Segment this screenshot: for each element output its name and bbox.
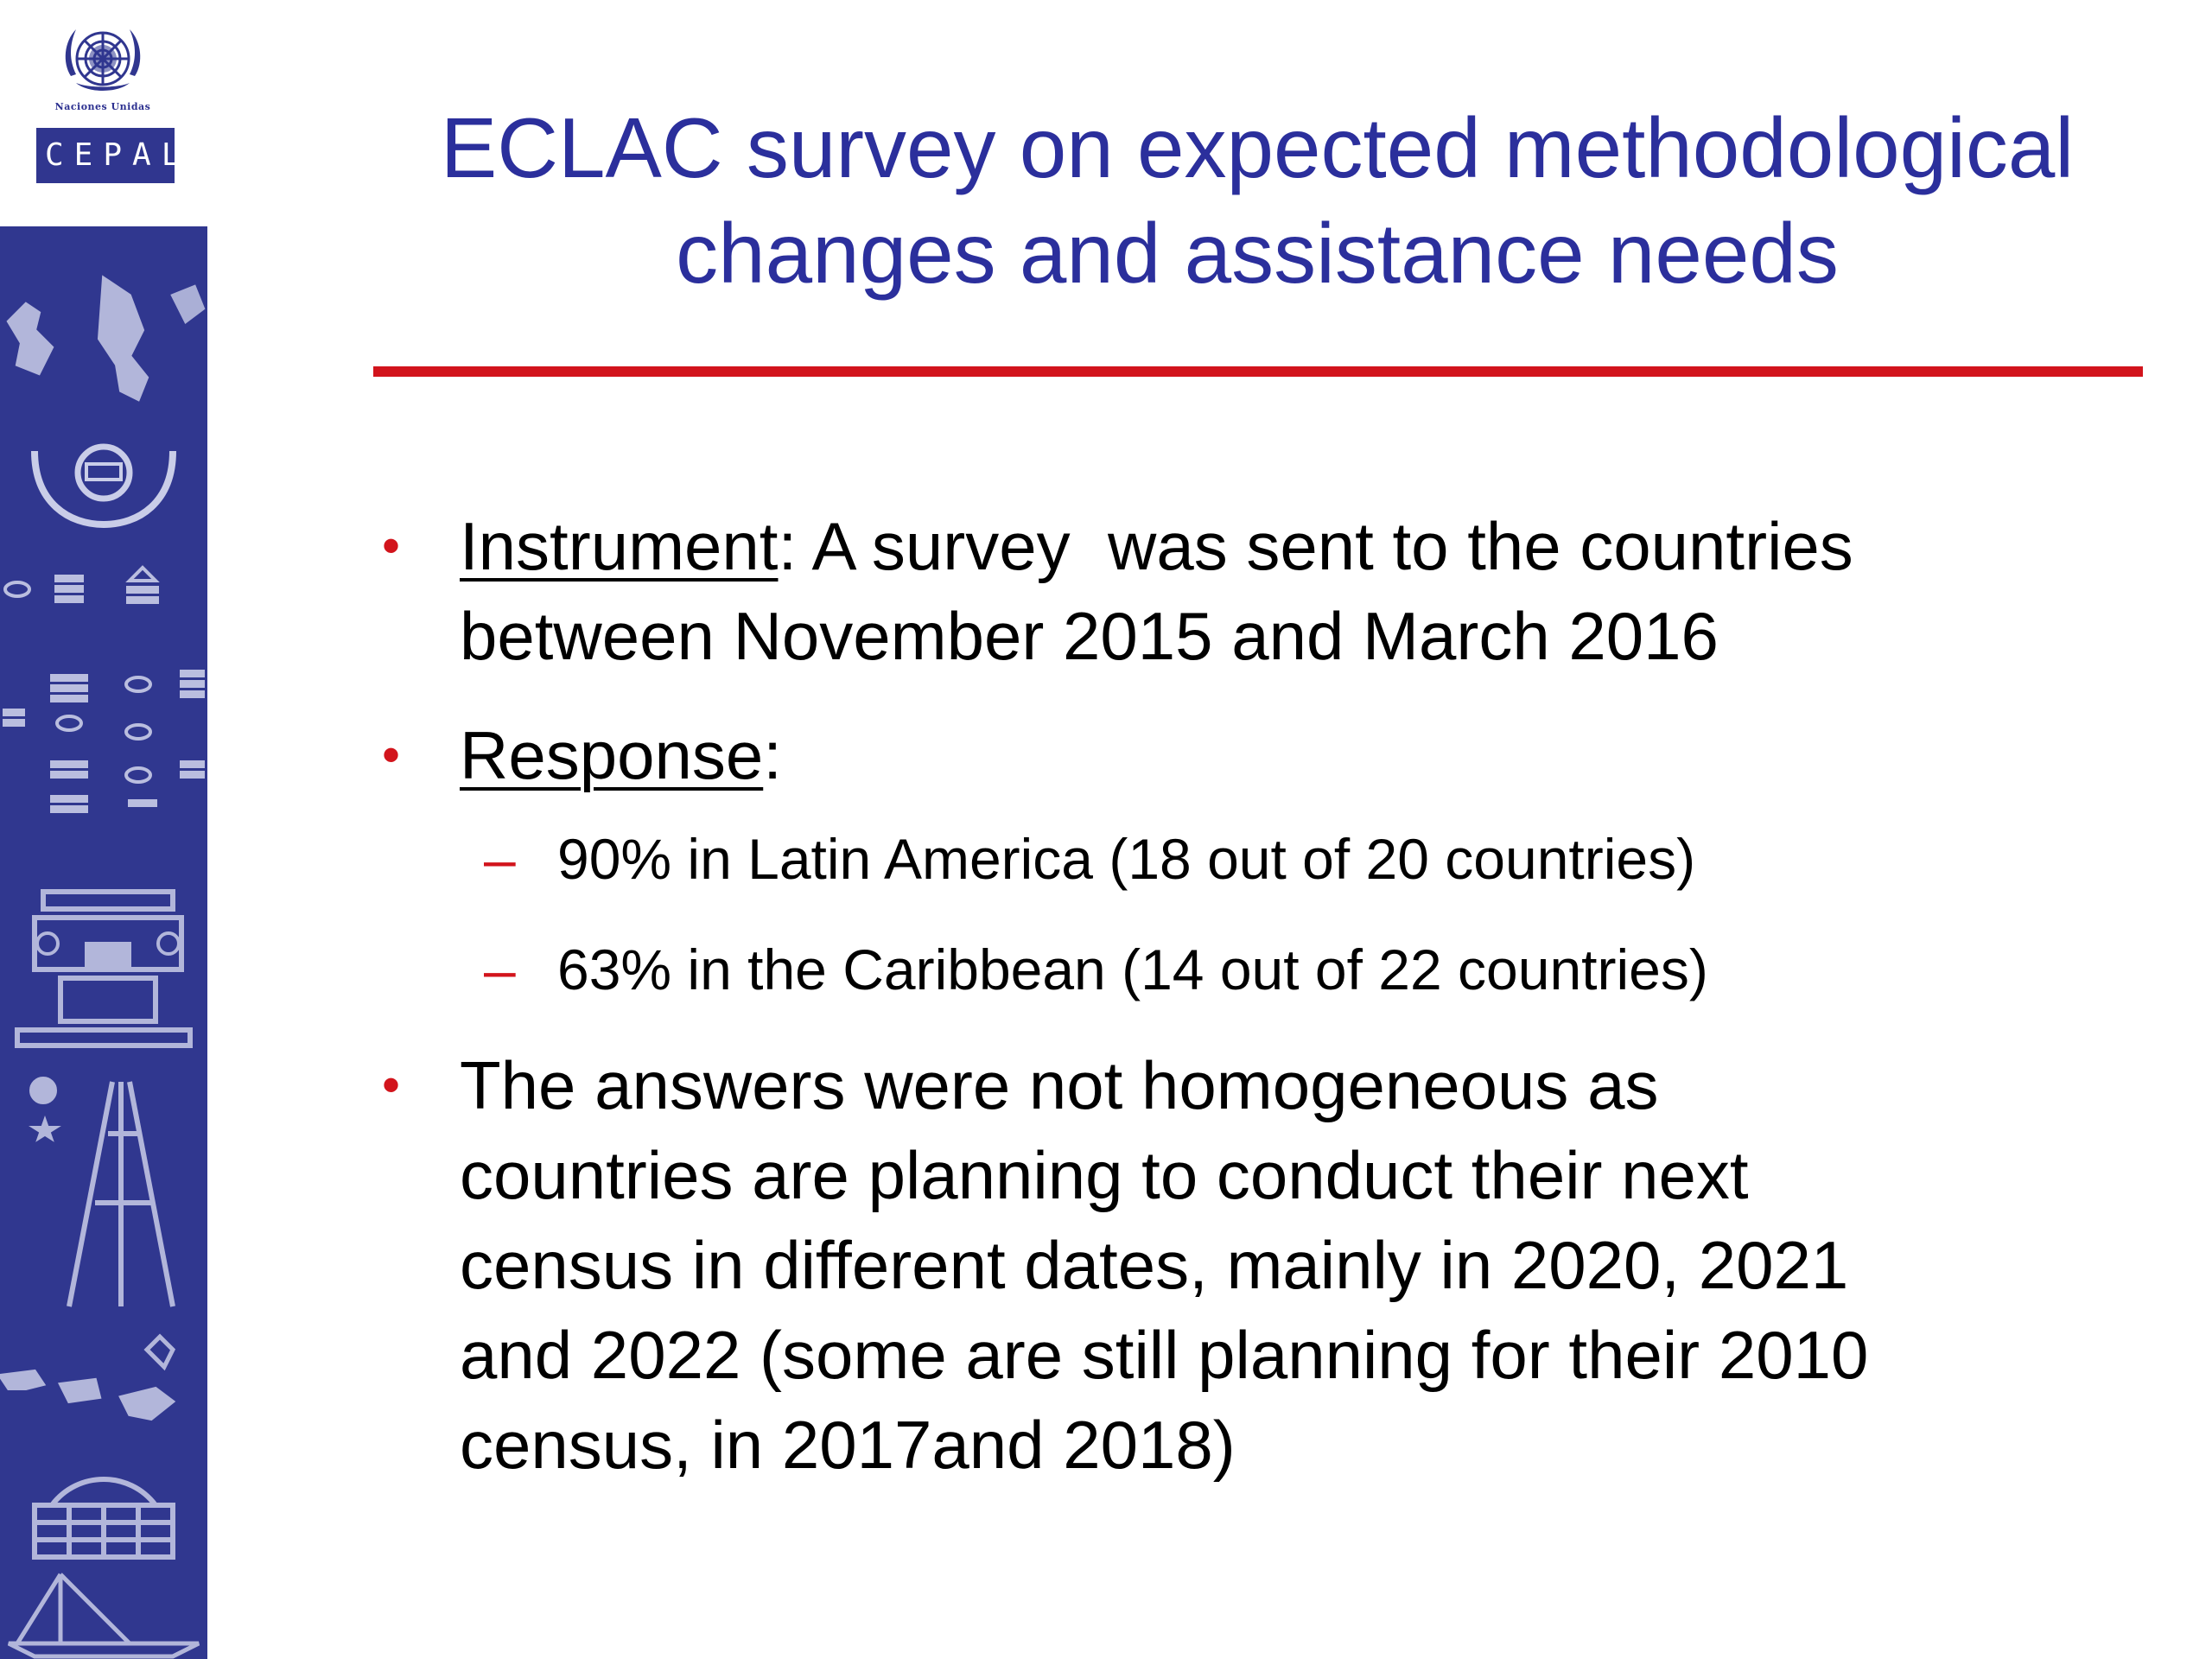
dash-marker: – <box>484 938 516 1001</box>
un-emblem-icon <box>54 16 152 107</box>
bullet-answers-line-4: and 2022 (some are still planning for their 2010 <box>460 1317 1869 1393</box>
sub-item-text: 63% in the Caribbean (14 out of 22 countries) <box>557 938 1708 1001</box>
slide-body <box>363 501 2143 1490</box>
bullet-response-label: Response <box>460 717 764 793</box>
petroglyph-pattern-icon <box>0 226 207 1659</box>
bullet-response <box>363 710 2143 800</box>
sub-item-text: 90% in Latin America (18 out of 20 countries) <box>557 827 1696 891</box>
bullet-instrument-label: Instrument <box>460 508 779 584</box>
cepal-logo: CEPAL <box>36 128 175 183</box>
sub-item-latin-america <box>363 821 2143 897</box>
bullet-instrument-colon: : <box>778 508 798 584</box>
bullet-marker: • <box>382 726 401 784</box>
bullet-answers-line-5: census, in 2017and 2018) <box>460 1407 1236 1483</box>
bullet-instrument-text: A survey was sent to the countries <box>797 508 1853 584</box>
bullet-answers <box>363 1040 2143 1490</box>
bullet-answers-line-1: The answers were not homogeneous as <box>460 1047 1659 1123</box>
bullet-instrument <box>363 501 2143 681</box>
bullet-answers-line-2: countries are planning to conduct their next <box>460 1137 1749 1213</box>
dash-marker: – <box>484 827 516 891</box>
un-caption: Naciones Unidas <box>54 101 151 112</box>
sub-item-caribbean <box>363 931 2143 1007</box>
title-divider <box>373 366 2143 377</box>
bullet-answers-line-3: census in different dates, mainly in 2020, 2021 <box>460 1227 1849 1303</box>
title-line-1: ECLAC survey on expected methodological <box>440 100 2075 195</box>
bullet-marker: • <box>382 1056 401 1114</box>
bullet-instrument-text-2: between November 2015 and March 2016 <box>460 598 1719 674</box>
bullet-response-colon: : <box>763 717 782 793</box>
bullet-marker: • <box>382 517 401 575</box>
slide-title <box>372 95 2143 306</box>
logo-block <box>0 0 207 216</box>
decorative-side-strip <box>0 226 207 1659</box>
title-line-2: changes and assistance needs <box>676 206 1839 301</box>
